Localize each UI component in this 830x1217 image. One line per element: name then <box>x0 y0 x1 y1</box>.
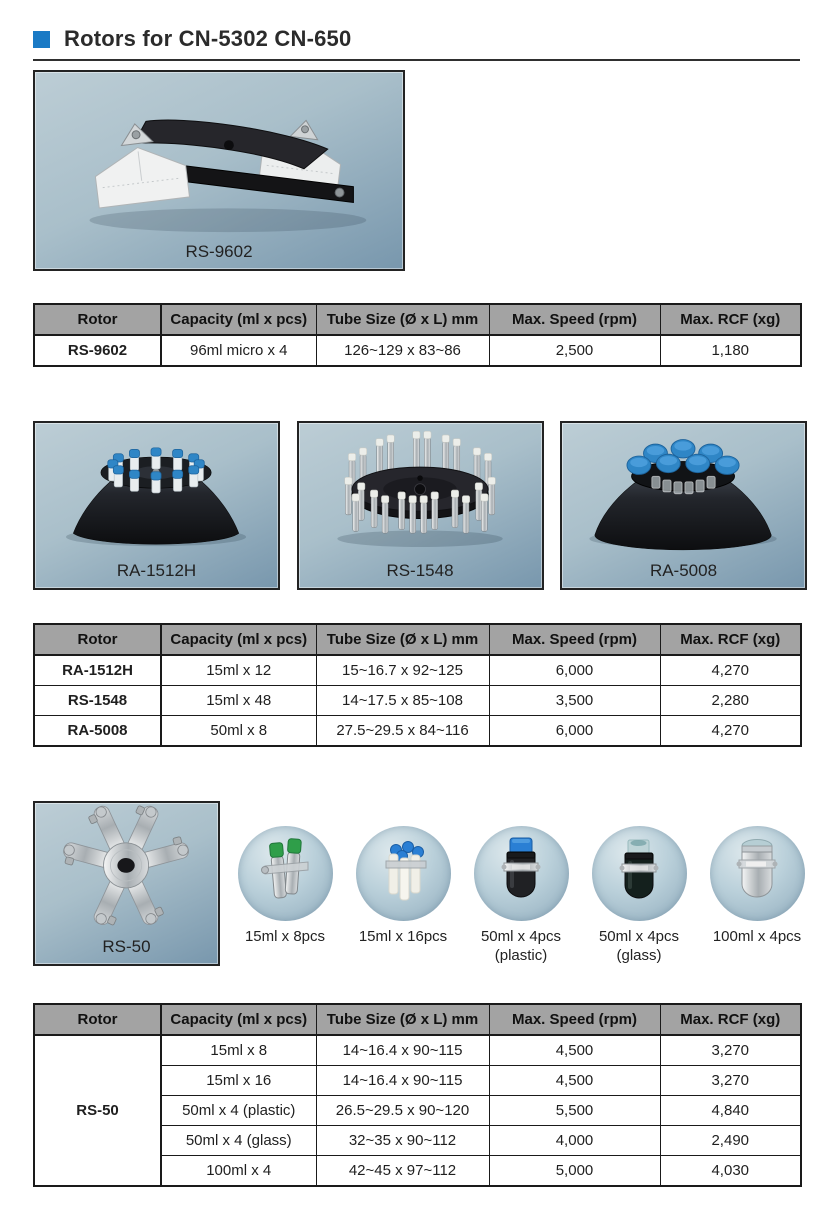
col-header-tube-size: Tube Size (Ø x L) mm <box>316 624 489 655</box>
col-header-rotor: Rotor <box>34 1004 161 1035</box>
adapter-100ml-4pcs <box>700 801 814 966</box>
cell-capacity: 96ml micro x 4 <box>161 335 316 366</box>
adapter-50ml-plastic-illustration <box>474 826 569 921</box>
cell-max-speed: 4,500 <box>489 1066 660 1096</box>
cell-rotor: RS-1548 <box>34 686 161 716</box>
page-title: Rotors for CN-5302 CN-650 <box>64 26 352 51</box>
table-header-row <box>34 304 801 335</box>
cell-tube-size: 14~16.4 x 90~115 <box>316 1035 489 1066</box>
adapter-15ml-8pcs <box>228 801 342 966</box>
adapter-caption-line2: (plastic) <box>494 946 548 964</box>
adapter-50ml-glass-illustration <box>592 826 687 921</box>
col-header-max-rcf: Max. RCF (xg) <box>660 624 801 655</box>
col-header-rotor: Rotor <box>34 624 161 655</box>
table-header-row <box>34 624 801 655</box>
cell-tube-size: 26.5~29.5 x 90~120 <box>316 1096 489 1126</box>
cell-max-rcf: 4,840 <box>660 1096 801 1126</box>
cell-tube-size: 126~129 x 83~86 <box>316 335 489 366</box>
cell-capacity: 50ml x 8 <box>161 716 316 747</box>
cell-rotor: RA-1512H <box>34 655 161 686</box>
adapter-15ml-16pcs <box>346 801 460 966</box>
cell-max-speed: 5,000 <box>489 1156 660 1187</box>
cell-capacity: 15ml x 48 <box>161 686 316 716</box>
cell-max-speed: 2,500 <box>489 335 660 366</box>
cell-max-rcf: 4,030 <box>660 1156 801 1187</box>
cell-max-speed: 3,500 <box>489 686 660 716</box>
cell-capacity: 50ml x 4 (glass) <box>161 1126 316 1156</box>
table-header-row <box>34 1004 801 1035</box>
cell-tube-size: 14~16.4 x 90~115 <box>316 1066 489 1096</box>
col-header-capacity: Capacity (ml x pcs) <box>161 304 316 335</box>
cell-max-rcf: 3,270 <box>660 1066 801 1096</box>
cell-capacity: 100ml x 4 <box>161 1156 316 1187</box>
table-row <box>34 655 801 686</box>
figure-rs50 <box>33 801 220 966</box>
adapter-caption: 100ml x 4pcs <box>712 928 802 945</box>
cell-tube-size: 27.5~29.5 x 84~116 <box>316 716 489 747</box>
adapter-photo-circle <box>356 826 451 921</box>
col-header-tube-size: Tube Size (Ø x L) mm <box>316 1004 489 1035</box>
adapter-row <box>228 801 814 966</box>
section-title-row <box>33 26 800 52</box>
spec-table-rs50 <box>33 1003 802 1187</box>
cell-rotor: RA-5008 <box>34 716 161 747</box>
cell-tube-size: 14~17.5 x 85~108 <box>316 686 489 716</box>
adapter-100ml-illustration <box>710 826 805 921</box>
table-row <box>34 335 801 366</box>
cell-max-rcf: 4,270 <box>660 716 801 747</box>
cell-max-rcf: 2,490 <box>660 1126 801 1156</box>
figure-label-rs50: RS-50 <box>102 937 151 956</box>
col-header-max-speed: Max. Speed (rpm) <box>489 304 660 335</box>
cell-tube-size: 32~35 x 90~112 <box>316 1126 489 1156</box>
spec-table-rotors <box>33 623 802 747</box>
adapter-caption <box>599 928 679 966</box>
cell-tube-size: 15~16.7 x 92~125 <box>316 655 489 686</box>
adapter-caption: 15ml x 16pcs <box>358 928 448 945</box>
adapter-caption <box>481 928 561 966</box>
cell-max-speed: 5,500 <box>489 1096 660 1126</box>
adapter-photo-circle <box>592 826 687 921</box>
col-header-rotor: Rotor <box>34 304 161 335</box>
ra1512h-rotor-illustration <box>35 423 278 559</box>
col-header-capacity: Capacity (ml x pcs) <box>161 1004 316 1035</box>
adapter-caption: 15ml x 8pcs <box>244 928 326 945</box>
adapter-50ml-4pcs-plastic <box>464 801 578 966</box>
adapter-caption-line1: 50ml x 4pcs <box>480 928 562 945</box>
ra5008-rotor-illustration <box>562 423 805 559</box>
table-row <box>34 686 801 716</box>
cell-rotor: RS-9602 <box>34 335 161 366</box>
cell-max-rcf: 1,180 <box>660 335 801 366</box>
rotor-photo-row <box>33 421 807 590</box>
figure-ra1512h <box>33 421 280 590</box>
cell-max-speed: 4,500 <box>489 1035 660 1066</box>
adapter-photo-circle <box>710 826 805 921</box>
cell-max-speed: 6,000 <box>489 716 660 747</box>
cell-max-speed: 4,000 <box>489 1126 660 1156</box>
figure-ra5008 <box>560 421 807 590</box>
adapter-caption-line2: (glass) <box>616 946 662 964</box>
table-row <box>34 716 801 747</box>
rs50-rotor-illustration <box>35 803 218 933</box>
cell-capacity: 15ml x 8 <box>161 1035 316 1066</box>
figure-rs9602 <box>33 70 405 271</box>
adapter-photo-circle <box>474 826 569 921</box>
cell-rotor-rs50: RS-50 <box>34 1035 161 1186</box>
adapter-50ml-4pcs-glass <box>582 801 696 966</box>
cell-capacity: 15ml x 12 <box>161 655 316 686</box>
cell-max-rcf: 2,280 <box>660 686 801 716</box>
figure-label-rs1548: RS-1548 <box>386 561 454 580</box>
figure-label-ra1512h: RA-1512H <box>116 561 197 580</box>
figure-label-ra5008: RA-5008 <box>649 561 718 580</box>
cell-max-speed: 6,000 <box>489 655 660 686</box>
adapter-photo-circle <box>238 826 333 921</box>
figure-label-rs9602: RS-9602 <box>185 242 253 261</box>
rs9602-rotor-illustration <box>35 72 403 240</box>
adapter-caption-line1: 50ml x 4pcs <box>598 928 680 945</box>
col-header-max-speed: Max. Speed (rpm) <box>489 1004 660 1035</box>
figure-rs1548 <box>297 421 544 590</box>
table-row <box>34 1035 801 1066</box>
col-header-max-rcf: Max. RCF (xg) <box>660 304 801 335</box>
spec-table-rs9602 <box>33 303 802 367</box>
rs1548-rotor-illustration <box>299 423 542 559</box>
cell-capacity: 50ml x 4 (plastic) <box>161 1096 316 1126</box>
col-header-max-rcf: Max. RCF (xg) <box>660 1004 801 1035</box>
adapter-15ml-8pcs-illustration <box>238 826 333 921</box>
cell-max-rcf: 3,270 <box>660 1035 801 1066</box>
col-header-max-speed: Max. Speed (rpm) <box>489 624 660 655</box>
title-bullet-square <box>33 31 50 48</box>
rs50-section <box>33 801 800 966</box>
adapter-15ml-16pcs-illustration <box>356 826 451 921</box>
col-header-capacity: Capacity (ml x pcs) <box>161 624 316 655</box>
cell-tube-size: 42~45 x 97~112 <box>316 1156 489 1187</box>
cell-capacity: 15ml x 16 <box>161 1066 316 1096</box>
col-header-tube-size: Tube Size (Ø x L) mm <box>316 304 489 335</box>
cell-max-rcf: 4,270 <box>660 655 801 686</box>
title-divider <box>33 59 800 61</box>
